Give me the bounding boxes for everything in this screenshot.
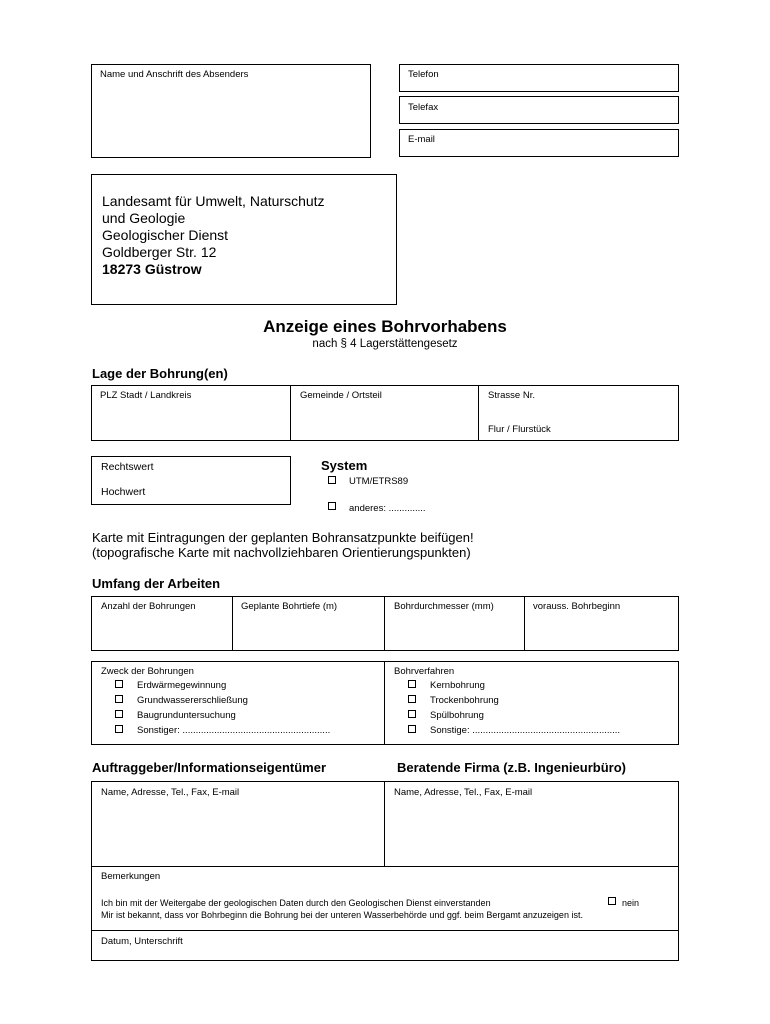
method-option-1: Kernbohrung	[430, 680, 485, 691]
consultant-heading: Beratende Firma (z.B. Ingenieurbüro)	[397, 760, 626, 775]
client-contact-field[interactable]	[92, 800, 383, 865]
plz-field[interactable]	[92, 386, 289, 440]
consent-no-checkbox[interactable]	[608, 897, 616, 905]
diameter-field[interactable]	[385, 614, 523, 650]
page-title: Anzeige eines Bohrvorhabens	[263, 317, 507, 336]
gemeinde-field[interactable]	[291, 386, 477, 440]
start-field[interactable]	[525, 614, 678, 650]
rechtswert-label: Rechtswert	[101, 461, 154, 473]
location-heading: Lage der Bohrung(en)	[92, 366, 228, 381]
fax-field[interactable]	[399, 96, 679, 124]
strasse-field[interactable]	[479, 386, 678, 440]
purpose-option-4: Sonstiger: ........................................................	[137, 725, 331, 736]
purpose-option-2: Grundwassererschließung	[137, 695, 248, 706]
scope-heading: Umfang der Arbeiten	[92, 576, 221, 591]
purpose-option-1: Erdwärmegewinnung	[137, 680, 227, 691]
consent-no-label: nein	[622, 898, 640, 908]
utm-checkbox[interactable]	[328, 476, 336, 484]
signature-field[interactable]	[92, 948, 678, 960]
strasse-label: Strasse Nr.	[488, 390, 535, 401]
fax-label: Telefax	[408, 102, 439, 113]
purpose-label: Zweck der Bohrungen	[101, 666, 194, 677]
recipient-line-2: und Geologie	[102, 210, 186, 226]
other-system-label: anderes: ..............	[349, 503, 426, 514]
consultant-contact-label: Name, Adresse, Tel., Fax, E-mail	[394, 787, 533, 798]
purpose-option-3: Baugrunduntersuchung	[137, 710, 236, 721]
consultant-contact-field[interactable]	[385, 800, 678, 865]
method-checkbox-1[interactable]	[408, 680, 416, 688]
page-subtitle: nach § 4 Lagerstättengesetz	[312, 338, 458, 350]
gemeinde-label: Gemeinde / Ortsteil	[300, 390, 382, 401]
method-option-4: Sonstige: ........................................................	[430, 725, 621, 736]
plz-label: PLZ Stadt / Landkreis	[100, 390, 192, 401]
method-label: Bohrverfahren	[394, 666, 455, 677]
purpose-checkbox-2[interactable]	[115, 695, 123, 703]
recipient-line-3: Geologischer Dienst	[102, 227, 229, 243]
scope-col-start: vorauss. Bohrbeginn	[533, 601, 621, 612]
email-label: E-mail	[408, 134, 435, 145]
count-field[interactable]	[92, 614, 231, 650]
map-note-line-2: (topografische Karte mit nachvollziehbaren Orientierungspunkten)	[92, 545, 471, 560]
remarks-label: Bemerkungen	[101, 871, 161, 882]
purpose-checkbox-1[interactable]	[115, 680, 123, 688]
sender-name-label: Name und Anschrift des Absenders	[100, 69, 249, 80]
method-option-3: Spülbohrung	[430, 710, 484, 721]
email-field[interactable]	[399, 129, 679, 157]
method-checkbox-4[interactable]	[408, 725, 416, 733]
phone-label: Telefon	[408, 69, 439, 80]
purpose-checkbox-4[interactable]	[115, 725, 123, 733]
flur-label: Flur / Flurstück	[488, 424, 551, 435]
hochwert-label: Hochwert	[101, 486, 146, 498]
client-contact-label: Name, Adresse, Tel., Fax, E-mail	[101, 787, 240, 798]
purpose-checkbox-3[interactable]	[115, 710, 123, 718]
other-system-checkbox[interactable]	[328, 502, 336, 510]
method-checkbox-2[interactable]	[408, 695, 416, 703]
scope-col-diameter: Bohrdurchmesser (mm)	[394, 601, 494, 612]
client-heading: Auftraggeber/Informationseigentümer	[92, 760, 327, 775]
depth-field[interactable]	[233, 614, 383, 650]
consent-line-2: Mir ist bekannt, dass vor Bohrbeginn die Bohrung bei der unteren Wasserbehörde und ggf. beim Bergamt anzuzeigen ist.	[101, 910, 583, 920]
signature-label: Datum, Unterschrift	[101, 936, 183, 947]
method-checkbox-3[interactable]	[408, 710, 416, 718]
recipient-line-1: Landesamt für Umwelt, Naturschutz	[102, 193, 325, 209]
system-heading: System	[321, 458, 368, 473]
recipient-line-4: Goldberger Str. 12	[102, 244, 217, 260]
utm-label: UTM/ETRS89	[349, 476, 409, 487]
phone-field[interactable]	[399, 64, 679, 92]
recipient-line-5: 18273 Güstrow	[102, 261, 202, 277]
consent-line-1: Ich bin mit der Weitergabe der geologischen Daten durch den Geologischen Dienst einverstanden	[101, 898, 491, 908]
map-note-line-1: Karte mit Eintragungen der geplanten Bohransatzpunkte beifügen!	[92, 530, 474, 545]
scope-col-depth: Geplante Bohrtiefe (m)	[241, 601, 338, 612]
method-option-2: Trockenbohrung	[430, 695, 499, 706]
scope-col-count: Anzahl der Bohrungen	[101, 601, 196, 612]
